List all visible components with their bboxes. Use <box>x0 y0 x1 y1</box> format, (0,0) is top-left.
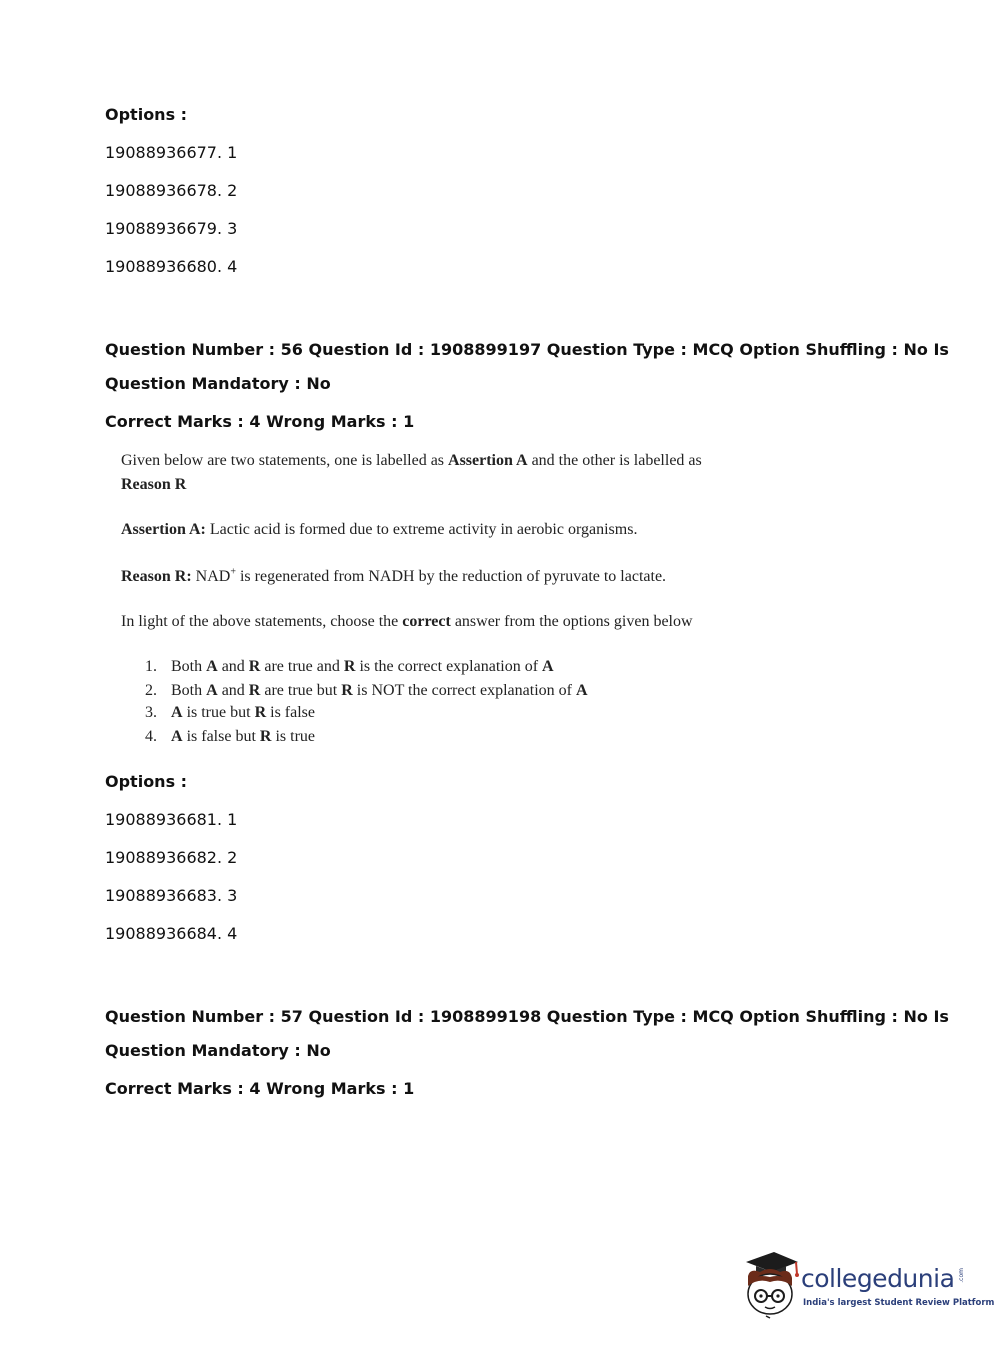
option-item: 19088936679. 3 <box>105 219 238 238</box>
choice-item: 2. Both A and R are true but R is NOT the correct explanation of A <box>145 682 588 699</box>
logo-com: .com <box>958 1268 965 1283</box>
logo-wordmark: collegedunia <box>801 1264 955 1293</box>
choice-item: 1. Both A and R are true and R is the correct explanation of A <box>145 658 554 675</box>
question-header: Question Number : 57 Question Id : 1908899198 Question Type : MCQ Option Shuffling : No Is <box>105 1007 949 1026</box>
question-intro-line1: Given below are two statements, one is labelled as Assertion A and the other is labelled as <box>121 452 702 469</box>
option-item: 19088936683. 3 <box>105 886 238 905</box>
assertion-statement: Assertion A: Lactic acid is formed due to extreme activity in aerobic organisms. <box>121 521 638 538</box>
option-item: 19088936678. 2 <box>105 181 238 200</box>
reason-statement: Reason R: NAD+ is regenerated from NADH by the reduction of pyruvate to lactate. <box>121 566 667 585</box>
option-item: 19088936681. 1 <box>105 810 238 829</box>
question-header: Question Number : 56 Question Id : 1908899197 Question Type : MCQ Option Shuffling : No Is <box>105 340 949 359</box>
logo-tagline: India's largest Student Review Platform <box>803 1298 995 1308</box>
question-intro-line2: Reason R <box>121 476 187 493</box>
question-mandatory: Question Mandatory : No <box>105 1041 331 1060</box>
options-label: Options : <box>105 772 188 791</box>
option-item: 19088936677. 1 <box>105 143 238 162</box>
question-mandatory: Question Mandatory : No <box>105 374 331 393</box>
option-item: 19088936684. 4 <box>105 924 238 943</box>
choice-item: 3. A is true but R is false <box>145 704 315 721</box>
option-item: 19088936680. 4 <box>105 257 238 276</box>
options-label: Options : <box>105 105 188 124</box>
instruction: In light of the above statements, choose the correct answer from the options given below <box>121 613 693 630</box>
option-item: 19088936682. 2 <box>105 848 238 867</box>
question-marks: Correct Marks : 4 Wrong Marks : 1 <box>105 412 415 431</box>
question-marks: Correct Marks : 4 Wrong Marks : 1 <box>105 1079 415 1098</box>
mascot-icon <box>740 1250 802 1320</box>
choice-item: 4. A is false but R is true <box>145 728 315 745</box>
